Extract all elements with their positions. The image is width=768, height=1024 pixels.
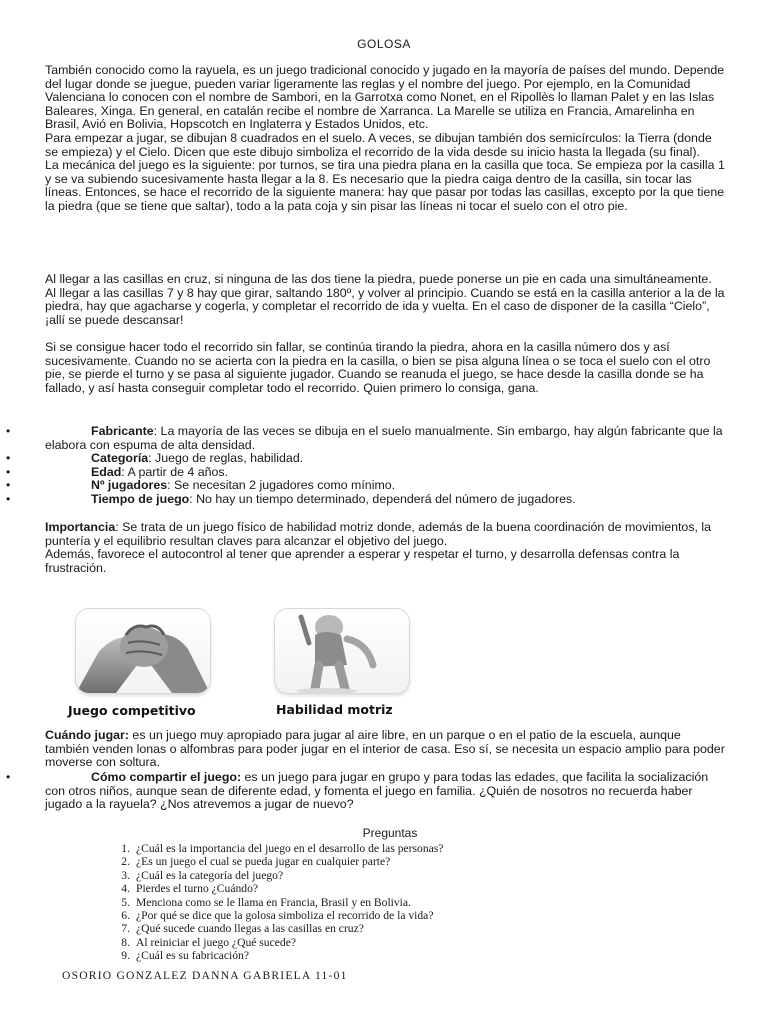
handshake-arm-wrestling-icon <box>76 609 210 693</box>
bullet-icon: • <box>6 478 11 493</box>
fact-label: Tiempo de juego <box>91 491 190 506</box>
question-item <box>110 869 443 882</box>
page-title: GOLOSA <box>357 37 411 51</box>
question-number: 5. <box>121 895 130 909</box>
fact-label: Nº jugadores <box>91 478 168 493</box>
question-item <box>110 949 443 962</box>
question-item <box>110 882 443 895</box>
question-text: Pierdes el turno ¿Cuándo? <box>136 882 259 896</box>
importance-section <box>45 521 725 575</box>
question-text: ¿Cuál es la importancia del juego en el desarrollo de las personas? <box>136 842 444 855</box>
fact-label: Fabricante <box>91 424 154 438</box>
fact-text: : No hay un tiempo determinado, dependerá del número de jugadores. <box>189 491 576 506</box>
question-number: 7. <box>121 922 130 936</box>
importance-text-2: Además, favorece el autocontrol al tener que aprender a esperar y respetar el turno, y desarrolla defensas contra la frustración. <box>45 547 680 575</box>
list-item <box>0 493 725 507</box>
fact-label: Categoría <box>91 451 149 466</box>
question-text: ¿Qué sucede cuando llegas a las casillas en cruz? <box>136 922 364 936</box>
question-text: ¿Por qué se dice que la golosa simboliza el recorrido de la vida? <box>136 909 434 923</box>
bullet-icon: • <box>6 464 11 479</box>
competitive-game-image <box>75 608 211 694</box>
list-item <box>0 466 725 480</box>
list-item <box>0 425 725 452</box>
importance-text: : Se trata de un juego físico de habilidad motriz donde, además de la buena coordinación de movimientos, la puntería y el equilibrio resultan claves para alcanzar el objetivo del juego. <box>45 520 712 548</box>
questions-list <box>110 842 443 963</box>
motor-skill-caption: Habilidad motriz <box>276 702 393 717</box>
question-text: Menciona como se le llama en Francia, Brasil y en Bolivia. <box>136 895 411 909</box>
list-item <box>0 452 725 466</box>
intro-paragraph-5: Si se consigue hacer todo el recorrido sin fallar, se continúa tirando la piedra, ahora en la casilla número dos y así sucesivamente. Cuando no se acierta con la piedra en la casilla, o bien se pisa alguna línea o se toca el suelo con el otro pie, se pierde el turno y se pasa al siguiente jugador. Cuando se reanuda el juego, se hace desde la casilla donde se ha fallado, y así hasta conseguir completar todo el recorrido. Quien primero lo consiga, gana. <box>45 340 711 395</box>
intro-paragraph-4: Al llegar a las casillas en cruz, si ninguna de las dos tiene la piedra, puede ponerse un pie en cada una simultáneamente. Al llegar a las casillas 7 y 8 hay que girar, saltando 180º, y volver al principio. Cuando se está en la casilla anterior a la de la piedra, hay que agacharse y cogerla, y completar el recorrido de ida y vuelta. En el caso de disponer de la casilla “Cielo”, ¡allí se puede descansar! <box>45 272 725 327</box>
when-to-play-text: es un juego muy apropiado para jugar al aire libre, en un parque o en el patio de la escuela, aunque también venden lonas o alfombras para poder jugar en el interior de casa. Eso sí, se necesita un espacio amplio para poder moverse con soltura. <box>45 728 725 770</box>
question-number: 3. <box>121 868 130 882</box>
bullet-icon: • <box>6 770 11 784</box>
intro-paragraph-2: Para empezar a jugar, se dibujan 8 cuadrados en el suelo. A veces, se dibujan también dos semicírculos: la Tierra (donde se empieza) y el Cielo. Dicen que este dibujo simboliza el recorrido de la vida desde su inicio hasta la llegada (su final). <box>45 130 712 159</box>
motor-skill-image <box>274 608 410 694</box>
question-number: 4. <box>121 882 130 896</box>
question-number: 6. <box>121 909 130 923</box>
list-item <box>0 479 725 493</box>
competitive-game-caption: Juego competitivo <box>68 703 196 718</box>
question-number: 8. <box>121 935 130 949</box>
intro-paragraph-1: También conocido como la rayuela, es un juego tradicional conocido y jugado en la mayoría de países del mundo. Depende del lugar donde se juegue, pueden variar ligeramente las reglas y el nombre del juego. Por ejemplo, en la Comunidad Valenciana lo conocen con el nombre de Sambori, en la Garrotxa como Nonet, en el Ripollès lo llaman Palet y en las Islas Baleares, Xinga. En general, en catalán recibe el nombre de Xarranca. La Marelle se utiliza en Francia, Amarelinha en Brasil, Avió en Bolivia, Hopscotch en Inglaterra y Estados Unidos, etc. <box>45 63 725 132</box>
fact-label: Edad <box>91 464 122 479</box>
question-item <box>110 909 443 922</box>
bullet-icon: • <box>6 424 11 438</box>
question-number: 9. <box>121 949 130 963</box>
fact-text: : Se necesitan 2 jugadores como mínimo. <box>167 478 396 493</box>
intro-paragraph-4-block <box>45 273 725 327</box>
sharing-label: Cómo compartir el juego: <box>91 770 242 784</box>
bullet-icon: • <box>6 491 11 506</box>
question-item <box>110 855 443 868</box>
list-item <box>0 771 725 812</box>
intro-paragraph-5-block <box>45 341 725 395</box>
question-number: 2. <box>121 855 130 869</box>
intro-paragraph-3: La mecánica del juego es la siguiente: por turnos, se tira una piedra plana en la casilla que toca. Se empieza por la casilla 1 y se va subiendo sucesivamente hasta llegar a la 8. Es necesario que la piedra caiga dentro de la casilla, sin tocar las líneas. Entonces, se hace el recorrido de la siguiente manera: hay que pasar por todas las casillas, excepto por la que tiene la piedra (que se tiene que saltar), todo a la pata coja y sin pisar las líneas ni tocar el suelo con el otro pie. <box>45 158 725 213</box>
question-text: Al reiniciar el juego ¿Qué sucede? <box>136 935 296 949</box>
child-walking-icon <box>275 609 409 693</box>
question-text: ¿Cuál es la categoría del juego? <box>136 868 284 882</box>
when-to-play-label: Cuándo jugar: <box>45 728 129 742</box>
question-item <box>110 936 443 949</box>
importance-label: Importancia <box>45 520 116 534</box>
fact-text: : Juego de reglas, habilidad. <box>148 451 304 466</box>
questions-title-text: Preguntas <box>362 826 418 840</box>
sharing-list <box>0 771 768 812</box>
question-text: ¿Es un juego el cual se pueda jugar en cualquier parte? <box>136 855 391 869</box>
questions-title <box>0 827 768 841</box>
when-to-play-section <box>45 729 725 770</box>
bullet-icon: • <box>6 451 11 466</box>
fact-text: : La mayoría de las veces se dibuja en el suelo manualmente. Sin embargo, hay algún fabricante que la elabora con espuma de alta densidad. <box>45 424 723 452</box>
question-item <box>110 896 443 909</box>
student-name-footer: OSORIO GONZALEZ DANNA GABRIELA 11-01 <box>62 969 348 982</box>
question-item <box>110 922 443 935</box>
sharing-text: es un juego para jugar en grupo y para todas las edades, que facilita la socialización con otros niños, aunque sean de diferente edad, y fomenta el juego en familia. ¿Quién de nosotros no recuerda haber jugado a la rayuela? ¿Nos atrevemos a jugar de nuevo? <box>45 770 709 812</box>
question-item <box>110 842 443 855</box>
question-number: 1. <box>121 842 130 855</box>
question-text: ¿Cuál es su fabricación? <box>136 949 249 963</box>
fact-text: : A partir de 4 años. <box>121 464 229 479</box>
intro-section <box>45 64 725 214</box>
game-facts-list <box>0 425 768 507</box>
